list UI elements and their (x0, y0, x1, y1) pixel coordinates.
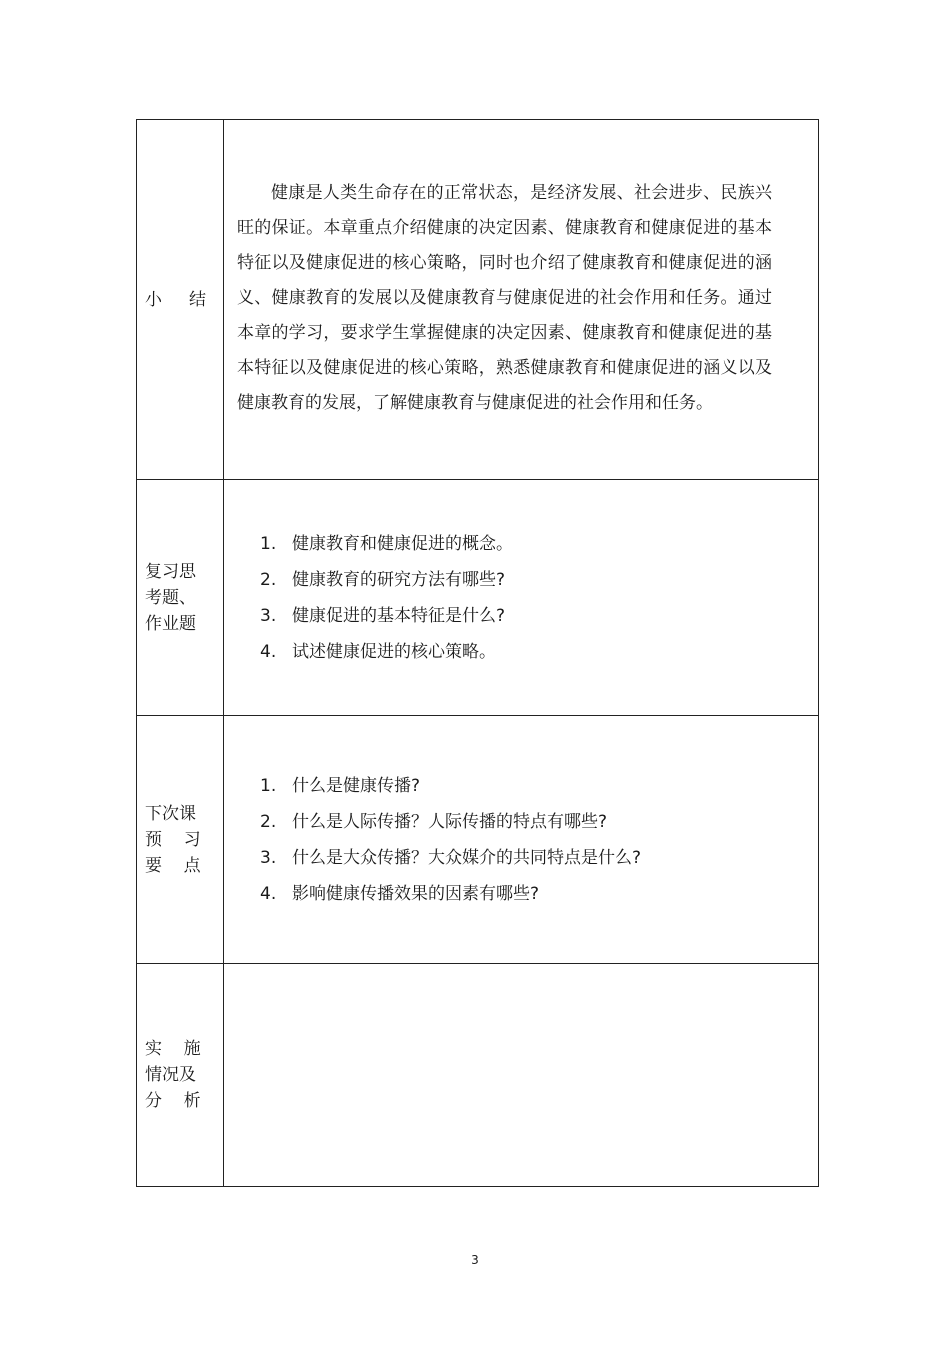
preview-label-line-2: 预 习 (145, 829, 201, 850)
list-item (260, 840, 818, 876)
review-label-line-3: 作业题 (145, 613, 196, 634)
item-number: 1. (260, 533, 277, 554)
preview-points-row (137, 716, 819, 964)
item-text: 什么是大众传播？大众媒介的共同特点是什么? (292, 847, 642, 868)
item-text: 试述健康促进的核心策略。 (292, 641, 496, 662)
review-questions-row (137, 480, 819, 716)
review-question-list (224, 526, 818, 670)
lesson-plan-table (136, 119, 819, 1187)
summary-content-cell (224, 120, 819, 480)
list-item (260, 804, 818, 840)
summary-label-cell (137, 120, 224, 480)
preview-point-list (224, 768, 818, 912)
preview-label-line-1: 下次课 (145, 803, 196, 824)
item-number: 3. (260, 605, 277, 626)
item-number: 3. (260, 847, 277, 868)
summary-label: 小 结 (145, 289, 207, 310)
preview-content-cell (224, 716, 819, 964)
item-text: 什么是健康传播? (292, 775, 421, 796)
item-number: 1. (260, 775, 277, 796)
review-content-cell (224, 480, 819, 716)
item-text: 健康教育和健康促进的概念。 (292, 533, 513, 554)
preview-label-line-3: 要 点 (145, 855, 201, 876)
implementation-label-line-3: 分 析 (145, 1091, 201, 1111)
list-item (260, 768, 818, 804)
review-label-line-2: 考题、 (145, 587, 196, 608)
list-item (260, 876, 818, 912)
item-number: 4. (260, 883, 277, 904)
preview-label-cell (137, 716, 224, 964)
list-item (260, 526, 818, 562)
implementation-content-cell (224, 964, 819, 1187)
implementation-row (137, 964, 819, 1187)
item-text: 健康教育的研究方法有哪些? (292, 569, 506, 590)
review-label-line-1: 复习思 (145, 561, 196, 582)
implementation-label-line-2: 情况及 (145, 1065, 196, 1085)
item-text: 健康促进的基本特征是什么? (292, 605, 506, 626)
page-number: 3 (471, 1253, 479, 1267)
item-number: 4. (260, 641, 277, 662)
item-number: 2. (260, 569, 277, 590)
summary-row (137, 120, 819, 480)
list-item (260, 598, 818, 634)
item-text: 影响健康传播效果的因素有哪些? (292, 883, 540, 904)
list-item (260, 634, 818, 670)
item-number: 2. (260, 811, 277, 832)
implementation-label-line-1: 实 施 (145, 1039, 201, 1059)
implementation-label-cell (137, 964, 224, 1187)
summary-paragraph: 健康是人类生命存在的正常状态，是经济发展、社会进步、民族兴旺的保证。本章重点介绍健康的决定因素、健康教育和健康促进的基本特征以及健康促进的核心策略，同时也介绍了健康教育和健康促进的涵义、健康教育的发展以及健康教育与健康促进的社会作用和任务。通过本章的学习，要求学生掌握健康的决定因素、健康教育和健康促进的基本特征以及健康促进的核心策略，熟悉健康教育和健康促进的涵义以及健康教育的发展，了解健康教育与健康促进的社会作用和任务。 (237, 183, 772, 413)
review-label-cell (137, 480, 224, 716)
item-text: 什么是人际传播？人际传播的特点有哪些? (292, 811, 608, 832)
list-item (260, 562, 818, 598)
